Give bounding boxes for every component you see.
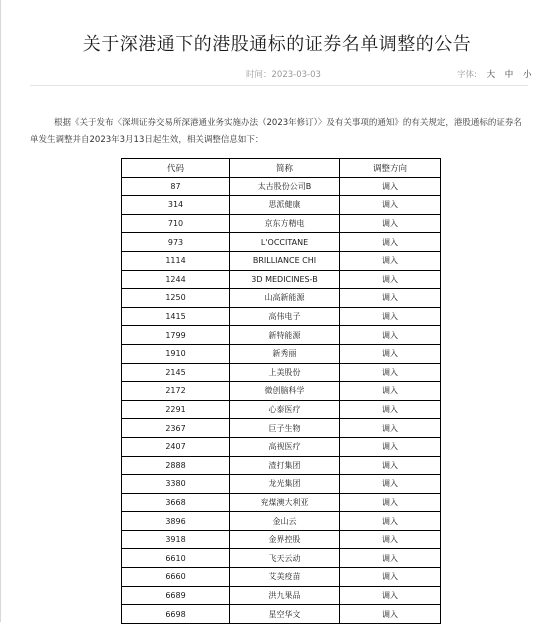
- table-row: [122, 400, 441, 419]
- cell-name: 兖煤澳大利亚: [230, 493, 340, 512]
- cell-direction: 调入: [340, 475, 441, 494]
- page-border: [0, 0, 1, 622]
- cell-direction: 调入: [340, 419, 441, 438]
- cell-name: 微创脑科学: [230, 382, 340, 401]
- table-row: [122, 363, 441, 382]
- table-row: [122, 251, 441, 270]
- cell-direction: 调入: [340, 251, 441, 270]
- font-size-switcher: [457, 69, 532, 81]
- cell-direction: 调入: [340, 456, 441, 475]
- font-size-medium-button[interactable]: 中: [504, 70, 514, 80]
- cell-direction: 调入: [340, 363, 441, 382]
- table-row: [122, 177, 441, 196]
- cell-code: 3918: [122, 530, 230, 549]
- cell-name: 山高新能源: [230, 289, 340, 308]
- cell-code: 2367: [122, 419, 230, 438]
- cell-name: 上美股份: [230, 363, 340, 382]
- cell-code: 6610: [122, 549, 230, 568]
- cell-code: 3668: [122, 493, 230, 512]
- font-size-large-button[interactable]: 大: [486, 70, 496, 80]
- cell-code: 314: [122, 196, 230, 215]
- cell-name: 新秀丽: [230, 344, 340, 363]
- table-row: [122, 586, 441, 605]
- cell-code: 1244: [122, 270, 230, 289]
- cell-code: 6698: [122, 605, 230, 624]
- cell-code: 6689: [122, 586, 230, 605]
- cell-code: 2172: [122, 382, 230, 401]
- cell-name: L'OCCITANE: [230, 233, 340, 252]
- cell-name: 渣打集团: [230, 456, 340, 475]
- table-body: [122, 177, 441, 623]
- time-label: 时间：: [246, 70, 272, 80]
- header-direction: 调整方向: [340, 159, 441, 178]
- page-title: 关于深港通下的港股通标的证券名单调整的公告: [82, 34, 472, 55]
- cell-code: 1114: [122, 251, 230, 270]
- cell-direction: 调入: [340, 382, 441, 401]
- cell-name: 飞天云动: [230, 549, 340, 568]
- cell-direction: 调入: [340, 437, 441, 456]
- cell-name: 巨子生物: [230, 419, 340, 438]
- cell-name: 心泰医疗: [230, 400, 340, 419]
- cell-name: 洪九果品: [230, 586, 340, 605]
- cell-name: BRILLIANCE CHI: [230, 251, 340, 270]
- cell-code: 2888: [122, 456, 230, 475]
- cell-direction: 调入: [340, 493, 441, 512]
- cell-direction: 调入: [340, 214, 441, 233]
- cell-direction: 调入: [340, 512, 441, 531]
- table-row: [122, 196, 441, 215]
- cell-name: 高视医疗: [230, 437, 340, 456]
- table-row: [122, 419, 441, 438]
- cell-direction: 调入: [340, 568, 441, 587]
- table-row: [122, 512, 441, 531]
- cell-code: 1910: [122, 344, 230, 363]
- intro-paragraph: 根据《关于发布〈深圳证券交易所深港通业务实施办法（2023年修订）〉及有关事项的通知》的有关规定，港股通标的证券名单发生调整并自2023年3月13日起生效，相关调整信息如下：: [30, 117, 522, 145]
- table-row: [122, 605, 441, 624]
- cell-code: 1250: [122, 289, 230, 308]
- table-row: [122, 549, 441, 568]
- font-size-label: 字体:: [457, 70, 477, 80]
- table-row: [122, 289, 441, 308]
- cell-direction: 调入: [340, 549, 441, 568]
- cell-code: 2291: [122, 400, 230, 419]
- cell-name: 金山云: [230, 512, 340, 531]
- title-divider: [30, 85, 528, 86]
- cell-direction: 调入: [340, 586, 441, 605]
- table-row: [122, 568, 441, 587]
- time-value: 2023-03-03: [271, 70, 321, 80]
- table-row: [122, 214, 441, 233]
- cell-name: 艾美疫苗: [230, 568, 340, 587]
- cell-direction: 调入: [340, 233, 441, 252]
- table-row: [122, 382, 441, 401]
- cell-direction: 调入: [340, 530, 441, 549]
- table-row: [122, 456, 441, 475]
- cell-code: 973: [122, 233, 230, 252]
- table-row: [122, 307, 441, 326]
- stock-adjustment-table: [121, 158, 441, 624]
- table-row: [122, 475, 441, 494]
- cell-code: 1799: [122, 326, 230, 345]
- font-size-small-button[interactable]: 小: [523, 70, 532, 80]
- cell-name: 3D MEDICINES-B: [230, 270, 340, 289]
- cell-code: 3896: [122, 512, 230, 531]
- cell-code: 710: [122, 214, 230, 233]
- cell-code: 87: [122, 177, 230, 196]
- cell-direction: 调入: [340, 326, 441, 345]
- cell-direction: 调入: [340, 344, 441, 363]
- cell-code: 2145: [122, 363, 230, 382]
- cell-code: 1415: [122, 307, 230, 326]
- cell-name: 星空华文: [230, 605, 340, 624]
- table-row: [122, 344, 441, 363]
- cell-name: 思派健康: [230, 196, 340, 215]
- table-row: [122, 233, 441, 252]
- cell-code: 2407: [122, 437, 230, 456]
- cell-name: 龙光集团: [230, 475, 340, 494]
- table-row: [122, 530, 441, 549]
- publish-time: [246, 69, 321, 81]
- cell-direction: 调入: [340, 605, 441, 624]
- table-row: [122, 493, 441, 512]
- table-header-row: [122, 159, 441, 178]
- table-row: [122, 326, 441, 345]
- cell-name: 新特能源: [230, 326, 340, 345]
- cell-direction: 调入: [340, 400, 441, 419]
- cell-name: 太古股份公司B: [230, 177, 340, 196]
- table-row: [122, 437, 441, 456]
- cell-direction: 调入: [340, 177, 441, 196]
- cell-name: 金界控股: [230, 530, 340, 549]
- cell-direction: 调入: [340, 289, 441, 308]
- cell-name: 高伟电子: [230, 307, 340, 326]
- table-row: [122, 270, 441, 289]
- cell-direction: 调入: [340, 270, 441, 289]
- cell-code: 6660: [122, 568, 230, 587]
- cell-name: 京东方精电: [230, 214, 340, 233]
- header-name: 简称: [230, 159, 340, 178]
- cell-direction: 调入: [340, 307, 441, 326]
- header-code: 代码: [122, 159, 230, 178]
- cell-direction: 调入: [340, 196, 441, 215]
- cell-code: 3380: [122, 475, 230, 494]
